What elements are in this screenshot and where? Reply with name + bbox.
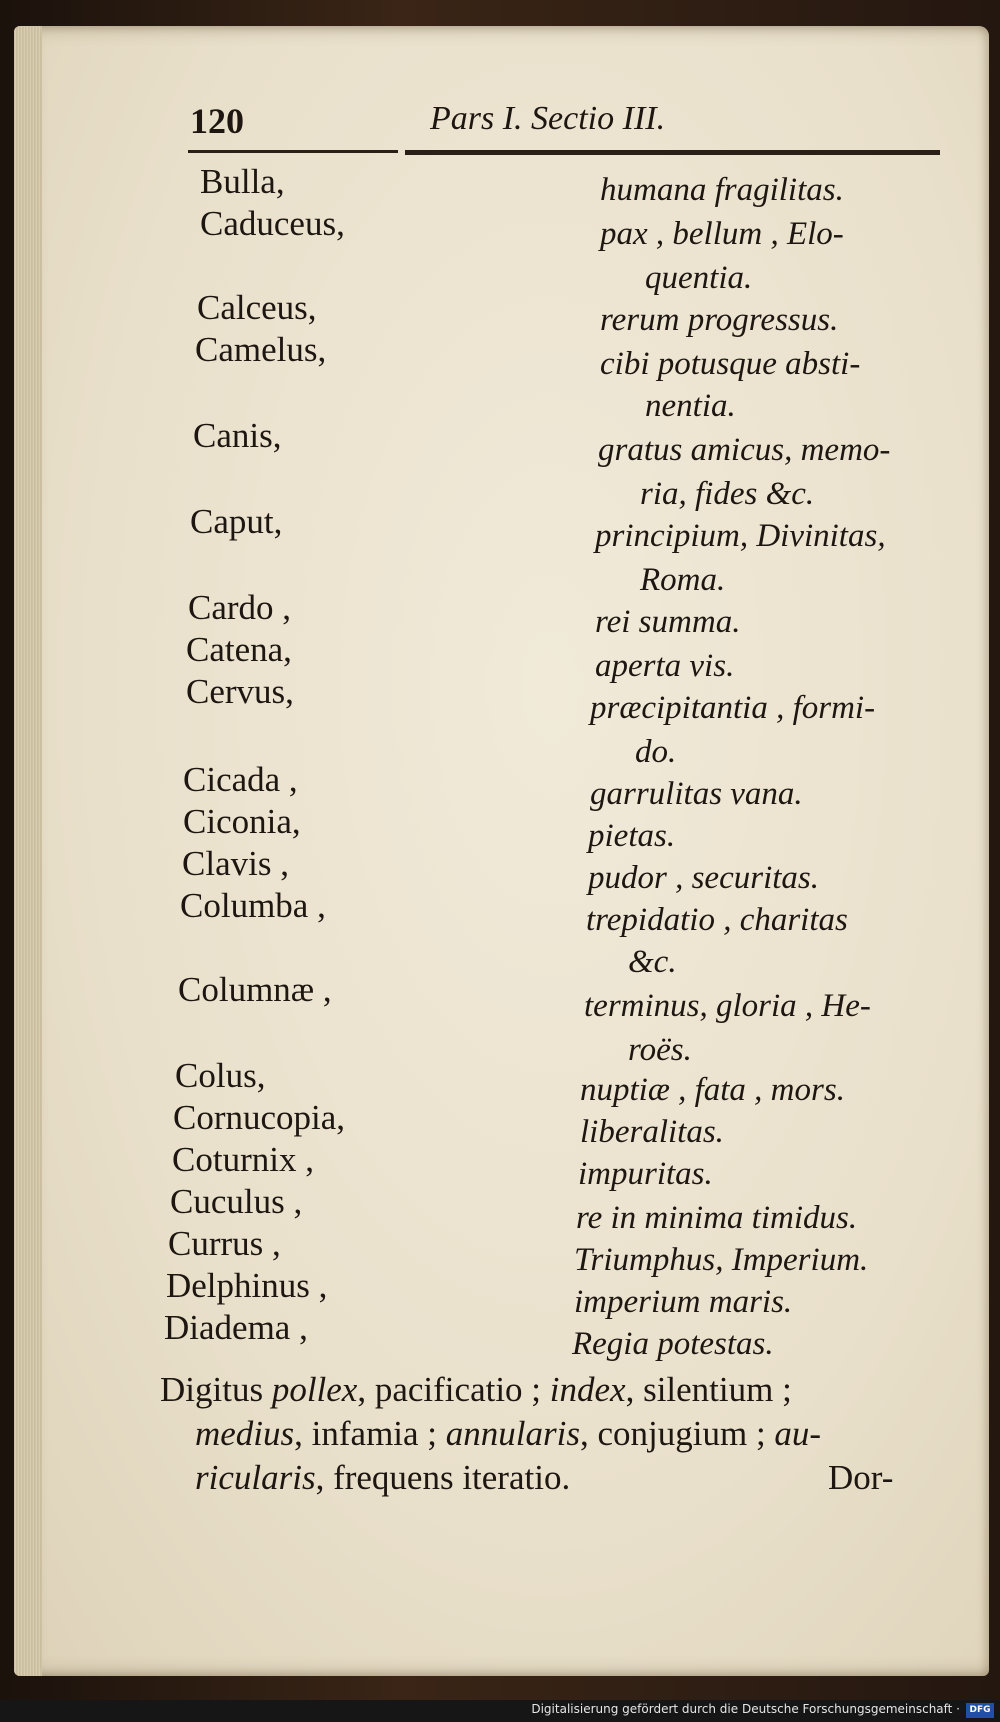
header-rule-right bbox=[405, 150, 940, 155]
page-header bbox=[190, 100, 940, 150]
entry-meaning: terminus, gloria , He- bbox=[584, 988, 871, 1024]
entry-meaning: ria, fides &c. bbox=[640, 476, 815, 512]
entry-meaning: trepidatio , charitas bbox=[586, 902, 848, 938]
digitus-text: Digitus bbox=[160, 1370, 272, 1409]
entry-term: Cervus, bbox=[186, 672, 294, 711]
entry-term: Cornucopia, bbox=[173, 1098, 346, 1137]
entry-meaning: &c. bbox=[628, 944, 677, 980]
entry-term: Caduceus, bbox=[200, 204, 345, 243]
entry-meaning: Roma. bbox=[640, 562, 726, 598]
entry-meaning: nentia. bbox=[645, 388, 736, 424]
entry-term: Caput, bbox=[190, 502, 283, 541]
entry-term: Cuculus , bbox=[170, 1182, 303, 1221]
running-head: Pars I. Sectio III. bbox=[430, 100, 666, 137]
entry-meaning: nuptiæ , fata , mors. bbox=[580, 1072, 845, 1108]
footer-bar bbox=[0, 1700, 1000, 1722]
entry-term: Camelus, bbox=[195, 330, 327, 369]
entry-meaning: pietas. bbox=[588, 818, 676, 854]
digitus-text: , pacificatio ; bbox=[357, 1370, 550, 1409]
digitus-text: , silentium ; bbox=[625, 1370, 792, 1409]
digitus-text: , frequens iteratio. bbox=[315, 1458, 571, 1497]
entry-term: Columba , bbox=[180, 886, 326, 925]
digitus-text: , conjugium ; bbox=[579, 1414, 775, 1453]
digitus-text-italic: au- bbox=[774, 1414, 822, 1453]
entry-term: Colus, bbox=[175, 1056, 266, 1095]
entry-term: Clavis , bbox=[182, 844, 289, 883]
entry-meaning: re in minima timidus. bbox=[576, 1200, 858, 1236]
entry-term: Calceus, bbox=[197, 288, 317, 327]
entry-meaning: rerum progressus. bbox=[600, 302, 839, 338]
entry-meaning: roës. bbox=[628, 1032, 692, 1068]
entry-term: Cicada , bbox=[183, 760, 298, 799]
digitus-text: , infamia ; bbox=[294, 1414, 446, 1453]
entry-meaning: cibi potusque absti- bbox=[600, 346, 861, 382]
entry-term: Coturnix , bbox=[172, 1140, 314, 1179]
entry-meaning: garrulitas vana. bbox=[590, 776, 803, 812]
entry-meaning: pudor , securitas. bbox=[588, 860, 819, 896]
entry-meaning: pax , bellum , Elo- bbox=[600, 216, 844, 252]
entry-meaning: principium, Divinitas, bbox=[595, 518, 886, 554]
entry-meaning: humana fragilitas. bbox=[600, 172, 844, 208]
entry-meaning: Regia potestas. bbox=[572, 1326, 774, 1362]
digitus-text-italic: pollex bbox=[271, 1370, 358, 1409]
entry-term: Delphinus , bbox=[166, 1266, 328, 1305]
entry-term: Cardo , bbox=[188, 588, 292, 627]
footer-credit: Digitalisierung gefördert durch die Deutsche Forschungsgemeinschaft · bbox=[531, 1702, 960, 1716]
entry-meaning: rei summa. bbox=[595, 604, 741, 640]
header-rule-left bbox=[188, 150, 398, 153]
entry-term: Ciconia, bbox=[183, 802, 301, 841]
dfg-logo: DFG bbox=[966, 1703, 994, 1718]
page-number: 120 bbox=[190, 101, 244, 141]
entry-meaning: do. bbox=[635, 734, 677, 770]
digitus-text-italic: medius bbox=[195, 1414, 295, 1453]
entry-term: Bulla, bbox=[200, 162, 285, 201]
digitus-line-1 bbox=[160, 1370, 940, 1410]
entry-meaning: quentia. bbox=[645, 260, 753, 296]
entry-meaning: aperta vis. bbox=[595, 648, 735, 684]
digitus-text-italic: annularis bbox=[445, 1414, 580, 1453]
digitus-text-italic: ricularis bbox=[195, 1458, 316, 1497]
entry-meaning: liberalitas. bbox=[580, 1114, 724, 1150]
digitus-text-italic: index bbox=[549, 1370, 626, 1409]
entry-term: Columnæ , bbox=[178, 970, 332, 1009]
digitus-line-2 bbox=[195, 1414, 975, 1454]
entry-meaning: præcipitantia , formi- bbox=[590, 690, 876, 726]
entry-meaning: gratus amicus, memo- bbox=[598, 432, 891, 468]
entry-term: Canis, bbox=[193, 416, 282, 455]
entry-meaning: impuritas. bbox=[578, 1156, 713, 1192]
entry-term: Diadema , bbox=[164, 1308, 308, 1347]
entry-term: Currus , bbox=[168, 1224, 281, 1263]
entry-meaning: Triumphus, Imperium. bbox=[574, 1242, 869, 1278]
catchword: Dor- bbox=[828, 1458, 894, 1497]
entry-term: Catena, bbox=[186, 630, 292, 669]
entry-meaning: imperium maris. bbox=[574, 1284, 793, 1320]
page-edge bbox=[14, 26, 42, 1676]
